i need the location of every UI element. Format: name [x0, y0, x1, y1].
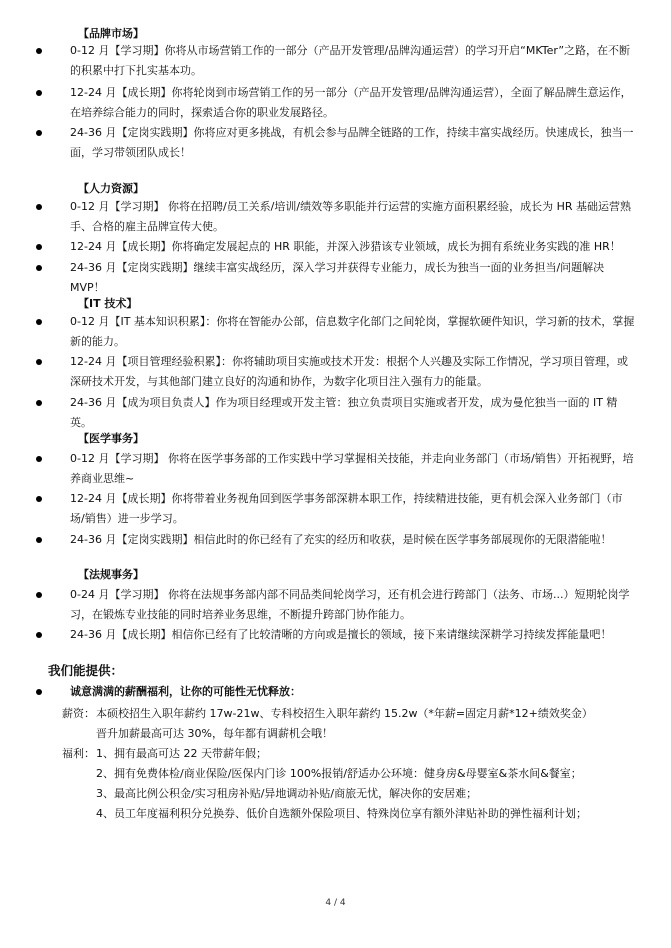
bullet-icon — [36, 244, 42, 250]
bullet-icon — [36, 689, 42, 695]
bullet-icon — [36, 496, 42, 502]
bullet-icon — [36, 400, 42, 406]
benefit-item: 4、员工年度福利积分兑换券、低价自选额外保险项目、特殊岗位享有额外津贴补助的弹性福利计划； — [96, 807, 587, 820]
section-title-medical-affairs: 【医学事务】 — [78, 432, 144, 445]
list-item: 12-24 月【项目管理经验积累】：你将辅助项目实施或技术开发：根据个人兴趣及实际工作情况，学习项目管理，或深研技术开发，与其他部门建立良好的沟通和协作，为数字化项目注入强有力的能量。 — [70, 355, 628, 388]
benefit-label: 福利： — [62, 747, 95, 760]
salary-label: 薪资： — [62, 707, 95, 720]
section-title-hr: 【人力资源】 — [78, 182, 144, 195]
list-item: 24-36 月【定岗实践期】继续丰富实战经历，深入学习并获得专业能力，成长为独当一面的业务担当/问题解决 MVP！ — [70, 261, 605, 294]
section-title-regulatory-affairs: 【法规事务】 — [78, 568, 144, 581]
salary-line-1: 本硕校招生入职年薪约 17w-21w、专科校招生入职年薪约 15.2w（*年薪=固定月薪*12+绩效奖金） — [96, 707, 593, 720]
salary-line-2: 晋升加薪最高可达 30%，每年都有调薪机会哦！ — [96, 727, 333, 740]
section-title-brand-marketing: 【品牌市场】 — [78, 27, 144, 40]
offer-highlight: 诚意满满的薪酬福利，让你的可能性无忧释放： — [70, 685, 301, 698]
bullet-icon — [36, 265, 42, 271]
list-item: 24-36 月【成为项目负责人】作为项目经理或开发主管：独立负责项目实施或者开发，成为曼佗独当一面的 IT 精英。 — [70, 396, 618, 429]
list-item: 0-12 月【学习期】 你将在医学事务部的工作实践中学习掌握相关技能，并走向业务部门（市场/销售）开拓视野，培养商业思维~ — [70, 452, 634, 485]
bullet-icon — [36, 48, 42, 54]
bullet-icon — [36, 456, 42, 462]
list-item: 0-12 月【学习期】 你将在招聘/员工关系/培训/绩效等多职能并行运营的实施方面积累经验，成长为 HR 基础运营熟手、合格的雇主品牌宣传大使。 — [70, 200, 631, 233]
list-item: 0-12 月【学习期】你将从市场营销工作的一部分（产品开发管理/品牌沟通运营）的学习开启“MKTer”之路，在不断的积累中打下扎实基本功。 — [70, 44, 631, 77]
benefit-item: 1、拥有最高可达 22 天带薪年假； — [96, 747, 267, 760]
list-item: 12-24 月【成长期】你将确定发展起点的 HR 职能，并深入涉猎该专业领域，成长为拥有系统业务实践的准 HR！ — [70, 240, 621, 253]
list-item: 12-24 月【成长期】你将带着业务视角回到医学事务部深耕本职工作，持续精进技能，更有机会深入业务部门（市场/销售）进一步学习。 — [70, 492, 623, 525]
bullet-icon — [36, 537, 42, 543]
list-item: 24-36 月【定岗实践期】相信此时的你已经有了充实的经历和收获，是时候在医学事务部展现你的无限潜能啦！ — [70, 533, 612, 546]
list-item: 0-24 月【学习期】 你将在法规事务部内部不同品类间轮岗学习，还有机会进行跨部门（法务、市场...）短期轮岗学习，在锻炼专业技能的同时培养业务思维，不断提升跨部门协作能力。 — [70, 588, 630, 621]
list-item: 0-12 月【IT 基本知识积累】：你将在智能办公部，信息数字化部门之间轮岗，掌握软硬件知识，学习新的技术，掌握新的能力。 — [70, 315, 635, 348]
bullet-icon — [36, 90, 42, 96]
page-number: 4 / 4 — [325, 898, 346, 908]
section-title-it: 【IT 技术】 — [78, 297, 138, 310]
bullet-icon — [36, 319, 42, 325]
list-item: 12-24 月【成长期】你将轮岗到市场营销工作的另一部分（产品开发管理/品牌沟通运营），全面了解品牌生意运作，在培养综合能力的同时，探索适合你的职业发展路径。 — [70, 86, 632, 119]
benefit-item: 3、最高比例公积金/实习租房补贴/异地调动补贴/商旅无忧，解决你的安居难； — [96, 787, 478, 800]
list-item: 24-36 月【定岗实践期】你将应对更多挑战，有机会参与品牌全链路的工作，持续丰富实战经历。快速成长，独当一面，学习带领团队成长！ — [70, 126, 634, 159]
bullet-icon — [36, 130, 42, 136]
bullet-icon — [36, 204, 42, 210]
benefit-item: 2、拥有免费体检/商业保险/医保内门诊 100%报销/舒适办公环境：健身房&母婴室&茶水间&餐室； — [96, 767, 582, 780]
bullet-icon — [36, 632, 42, 638]
bullet-icon — [36, 359, 42, 365]
offer-heading: 我们能提供： — [48, 663, 124, 678]
list-item: 24-36 月【成长期】相信你已经有了比较清晰的方向或是擅长的领域，接下来请继续深耕学习持续发挥能量吧！ — [70, 628, 612, 641]
bullet-icon — [36, 592, 42, 598]
